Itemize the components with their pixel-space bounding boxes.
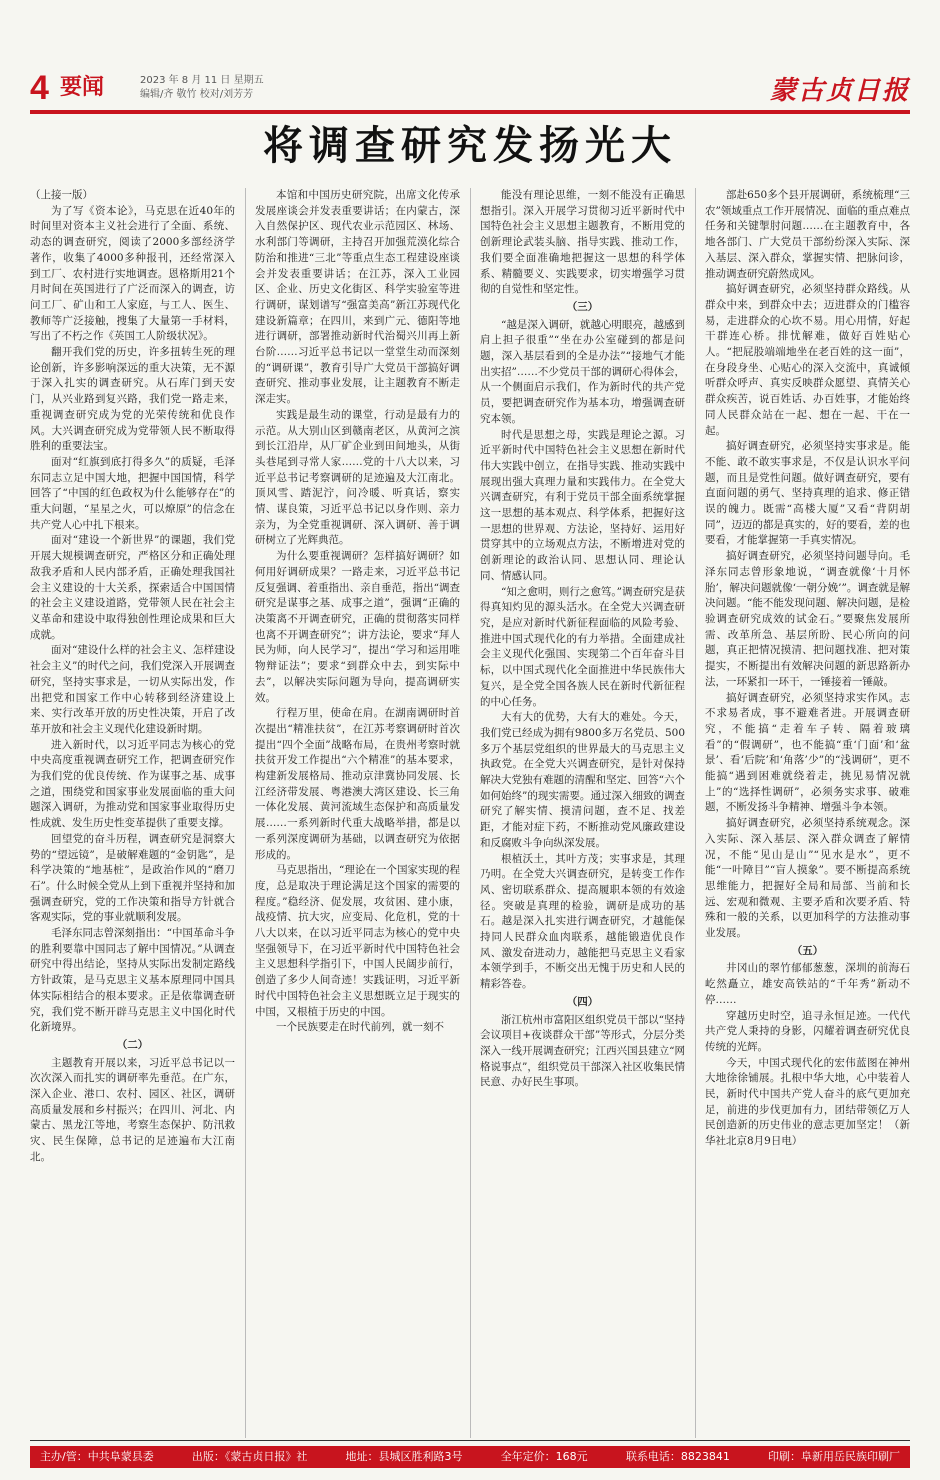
paragraph: “越是深入调研，就越心明眼亮，越感到肩上担子很重”“坐在办公室碰到的都是问题，深入基层看到的全是办法”“接地气才能出实招”……不少党员干部的调研心得体会，从一个侧面启示我们，作为新时代的共产党员，要把调查研究作为基本功，增强调查研究本领。 bbox=[480, 318, 685, 425]
subsection-heading: （三） bbox=[566, 300, 599, 313]
col3b-paragraphs bbox=[480, 318, 685, 993]
column-1 bbox=[30, 188, 235, 1438]
page-header bbox=[30, 68, 910, 110]
paragraph: 部赴650多个县开展调研，系统梳理“三农”领域重点工作开展情况、面临的重点难点任务和关键掣肘问题……在主题教育中，各地各部门、广大党员干部纷纷深入实际、深入基层、深入群众，掌握实情、把脉问诊，推动调查研究蔚然成风。 bbox=[705, 189, 910, 280]
article-title-block bbox=[30, 116, 910, 176]
paragraph: “知之愈明，则行之愈笃。”调查研究是获得真知灼见的源头活水。在全党大兴调查研究，是应对新时代新征程面临的风险考验、推进中国式现代化的有力举措。全面建成社会主义现代化强国、实现第二个百年奋斗目标，以中国式现代化全面推进中华民族伟大复兴，是全党全国各族人民在新时代新征程的中心任务。 bbox=[480, 585, 685, 708]
paragraph: 主题教育开展以来，习近平总书记以一次次深入而扎实的调研率先垂范。在广东，深入企业、港口、农村、园区、社区，调研高质量发展和乡村振兴；在四川、河北、内蒙古、黑龙江等地，考察生态保护、防汛救灾、民生保障，总书记的足迹遍布大江南北。 bbox=[30, 1056, 235, 1163]
column-2 bbox=[255, 188, 460, 1438]
subsection-heading: （五） bbox=[791, 944, 824, 957]
col1-paragraphs bbox=[30, 204, 235, 1036]
footer-publisher: 出版：《蒙古贞日报》社 bbox=[191, 1450, 308, 1463]
paragraph: 搞好调查研究，必须坚持问题导向。毛泽东同志曾形象地说，“调查就像‘十月怀胎’，解决问题就像‘一朝分娩’”。调查就是解决问题。“能不能发现问题、解决问题，是检验调查研究成效的试金石。”要聚焦发展所需、改革所急、基层所盼、民心所向的问题，真正把情况摸清、把问题找准、把对策提实，不断提出有效解决问题的新思路新办法，一环紧扣一环干，一锤接着一锤敲。 bbox=[705, 550, 910, 688]
footer-sponsor: 主办/管：中共阜蒙县委 bbox=[40, 1450, 154, 1463]
paragraph: 搞好调查研究，必须坚持实事求是。能不能、敢不敢实事求是，不仅是认识水平问题，而且是党性问题。做好调查研究，要有直面问题的勇气、坚持真理的追求、修正错误的魄力。既需“高楼大厦”又看“背阴胡同”，迈迈的都是真实的，好的要看，差的也要看，才能掌握第一手真实情况。 bbox=[705, 440, 910, 547]
page-footer bbox=[30, 1446, 910, 1468]
paragraph: 时代是思想之母，实践是理论之源。习近平新时代中国特色社会主义思想在新时代伟大实践中创立，在指导实践、推动实践中展现出强大真理力量和实践伟力。在全党大兴调查研究，有利于党员干部全面系统掌握这一思想的基本观点、科学体系，把握好这一思想的世界观、方法论，坚持好、运用好贯穿其中的立场观点方法，不断增进对党的创新理论的政治认同、思想认同、理论认同、情感认同。 bbox=[480, 428, 685, 582]
footer-rule bbox=[30, 1440, 910, 1441]
masthead-logo: 蒙古贞日报 bbox=[769, 76, 910, 106]
page-number: 4 bbox=[30, 69, 49, 107]
editors: 编辑/齐 敬竹 校对/刘芳芳 bbox=[140, 89, 254, 100]
date: 2023 年 8 月 11 日 星期五 bbox=[140, 75, 264, 86]
col4-paragraphs bbox=[705, 188, 910, 942]
paragraph: 翻开我们党的历史，许多扭转生死的理论创新，许多影响深远的重大决策，无不源于深入扎实的调查研究。从石库门到天安门，从兴业路到复兴路，我们党一路走来，重视调查研究成为党的光荣传统和优良作风。大兴调查研究成为党带领人民不断取得胜利的重要法宝。 bbox=[30, 346, 235, 453]
paragraph: 能没有理论思维，一刻不能没有正确思想指引。深入开展学习贯彻习近平新时代中国特色社会主义思想主题教育，不断用党的创新理论武装头脑、指导实践、推动工作，我们要全面准确地把握这一思想的科学体系、精髓要义、实践要求，切实增强学习贯彻的自觉性和坚定性。 bbox=[480, 189, 685, 296]
column-divider bbox=[695, 188, 696, 1438]
column-4 bbox=[705, 188, 910, 1438]
header-rule bbox=[30, 110, 910, 114]
date-line bbox=[140, 74, 264, 102]
article-title: 将调查研究发扬光大 bbox=[263, 123, 677, 169]
paragraph: 行程万里，使命在肩。在湖南调研时首次提出“精准扶贫”，在江苏考察调研时首次提出“四个全面”战略布局，在贵州考察时就扶贫开发工作提出“六个精准”的基本要求，构建新发展格局、推动京津冀协同发展、长江经济带发展、粤港澳大湾区建设、长三角一体化发展、黄河流域生态保护和高质量发展……一系列新时代重大战略举措，都是以一系列深度调研为基础，以调查研究为依据形成的。 bbox=[255, 707, 460, 861]
paragraph: 实践是最生动的课堂，行动是最有力的示范。从大别山区到赣南老区，从黄河之滨到长江沿岸，从厂矿企业到田间地头，从街头巷尾到寻常人家……党的十八大以来，习近平总书记考察调研的足迹遍及大江南北。顶风雪、踏泥泞，问冷暖、听真话，察实情、谋良策，习近平总书记以身作则、亲力亲为，为全党重视调研、深入调研、善于调研树立了光辉典范。 bbox=[255, 408, 460, 547]
paragraph: 一个民族要走在时代前列，就一刻不 bbox=[276, 1021, 444, 1034]
paragraph: 本馆和中国历史研究院，出席文化传承发展座谈会并发表重要讲话；在内蒙古，深入自然保护区、现代农业示范园区、林场、水利部门等调研，主持召开加强荒漠化综合防治和推进“三北”等重点生态工程建设座谈会并发表重要讲话；在江苏，深入工业园区、企业、历史文化街区、科学实验室等进行调研，谋划谱写“强富美高”新江苏现代化建设新篇章；在四川，来到广元、德阳等地进行调研，部署推动新时代治蜀兴川再上新台阶……习近平总书记以一堂堂生动而深刻的“调研课”，教育引导广大党员干部搞好调查研究、推动事业发展，让主题教育不断走深走实。 bbox=[255, 189, 460, 406]
footer-price: 全年定价：168元 bbox=[500, 1450, 588, 1463]
paragraph: 回望党的奋斗历程，调查研究是洞察大势的“望远镜”，是破解难题的“金钥匙”，是科学决策的“地基桩”，是政治作风的“磨刀石”。什么时候全党从上到下重视并坚持和加强调查研究，党的工作决策和指导方针就合客观实际，党的事业就顺利发展。 bbox=[30, 832, 235, 924]
column-3 bbox=[480, 188, 685, 1438]
paragraph: 搞好调查研究，必须坚持群众路线。从群众中来，到群众中去；迈进群众的门槛容易，走进群众的心坎不易。用心用情，好起干群连心桥。排忧解难，做好百姓贴心人。“把屁股端端地坐在老百姓的这一面”，在身段身坐、心贴心的深入交流中，真诚倾听群众呼声、真实反映群众愿望、真情关心群众疾苦，说百姓话、办百姓事，才能始终同人民群众站在一起、想在一起、干在一起。 bbox=[705, 283, 910, 437]
paragraph: 进入新时代，以习近平同志为核心的党中央高度重视调查研究工作，把调查研究作为我们党的优良传统、作为谋事之基、成事之道，围绕党和国家事业发展面临的重大问题深入调研，为推动党和国家事业取得历史性成就、发生历史性变革提供了重要支撑。 bbox=[30, 738, 235, 830]
paragraph: 大有大的优势，大有大的难处。今天，我们党已经成为拥有9800多万名党员、500多万个基层党组织的世界最大的马克思主义执政党。在全党大兴调查研究，是针对保持解决大党独有难题的清醒和坚定、回答“六个如何始终”的现实需要。通过深入细致的调查研究了解实情、摸清问题，查不足、找差距，才能对症下药，不断推动党风廉政建设和反腐败斗争向纵深发展。 bbox=[480, 711, 685, 849]
continued-marker: （上接一版） bbox=[30, 189, 93, 201]
article-body bbox=[30, 188, 910, 1438]
column-divider bbox=[470, 188, 471, 1438]
paragraph: 面对“建设什么样的社会主义、怎样建设社会主义”的时代之问，我们党深入开展调查研究，坚持实事求是，一切从实际出发，作出把党和国家工作中心转移到经济建设上来、实行改革开放的历史性决策，开启了改革开放和社会主义现代化建设新时期。 bbox=[30, 644, 235, 735]
paragraph: 面对“建设一个新世界”的课题，我们党开展大规模调查研究，严格区分和正确处理敌我矛盾和人民内部矛盾，正确处理我国社会主义建设的十大关系，探索适合中国国情的社会主义建设道路，党带领人民在社会主义革命和建设中取得独创性理论成果和巨大成就。 bbox=[30, 534, 235, 641]
col3-paragraphs bbox=[480, 188, 685, 298]
col4b-paragraphs bbox=[705, 961, 910, 1149]
subsection-heading: （四） bbox=[566, 995, 599, 1008]
column-divider bbox=[245, 188, 246, 1438]
footer-phone: 联系电话：8823841 bbox=[625, 1450, 730, 1463]
paragraph: 浙江杭州市富阳区组织党员干部以“坚持会议项目+夜谈群众干部”等形式，分层分类深入一线开展调查研究；江西兴国县建立“网格说事点”，组织党员干部深入社区收集民情民意、办好民生事项。 bbox=[480, 1013, 685, 1089]
paragraph: 马克思指出，“理论在一个国家实现的程度，总是取决于理论满足这个国家的需要的程度。”稳经济、促发展，攻贫困、建小康，战疫情、抗大灾，应变局、化危机，党的十八大以来，在以习近平同志为核心的党中央坚强领导下，在习近平新时代中国特色社会主义思想科学指引下，中国人民阔步前行，创造了多少人间奇迹！实践证明，习近平新时代中国特色社会主义思想既立足于现实的中国，又根植于历史的中国。 bbox=[255, 864, 460, 1018]
paragraph: 毛泽东同志曾深刻指出：“中国革命斗争的胜利要靠中国同志了解中国情况。”从调查研究中得出结论，坚持从实际出发制定路线方针政策，是马克思主义基本原理同中国具体实际相结合的根本要求。正是依靠调查研究，我们党不断开辟马克思主义中国化时代化新境界。 bbox=[30, 927, 235, 1034]
footer-address: 地址：县城区胜利路3号 bbox=[345, 1450, 463, 1463]
subsection-heading: （二） bbox=[116, 1038, 149, 1051]
paragraph: 搞好调查研究，必须坚持求实作风。志不求易者成，事不避难者进。开展调查研究，不能搞“走着车子转、隔着玻璃看”的“假调研”，也不能搞“重‘门面’和‘盆景’、看‘后院’和‘角落’少”的“浅调研”，更不能搞“遇到困难就绕着走，挑见易情况就上”的“选择性调研”，必须务实求事、破难题，不断发扬斗争精神、增强斗争本领。 bbox=[705, 691, 910, 814]
paragraph: 搞好调查研究，必须坚持系统观念。深入实际、深入基层、深入群众调查了解情况，不能“见山是山”“见水是水”，更不能“一叶障目”“盲人摸象”。要不断提高系统思维能力，把握好全局和局部、当前和长远、宏观和微观、主要矛盾和次要矛盾、特殊和一般的关系，以更加科学的方法推动事业发展。 bbox=[705, 817, 910, 940]
footer-printer: 印刷：阜新用岳民族印刷厂 bbox=[768, 1450, 900, 1463]
paragraph: 穿越历史时空，追寻永恒足迹。一代代共产党人秉持的身影，闪耀着调查研究优良传统的光辉。 bbox=[705, 1009, 910, 1053]
col3c-paragraphs bbox=[480, 1013, 685, 1092]
col1b-paragraphs bbox=[30, 1056, 235, 1166]
paragraph: 为了写《资本论》，马克思在近40年的时间里对资本主义社会进行了全面、系统、动态的调查研究，阅读了2000多部经济学著作，收集了4000多种报刊，还经常深入到工厂、农村进行实地调查。恩格斯用21个月时间在英国进行了广泛而深入的调查，访问工厂、矿山和工人家庭，与工人、医生、教师等广泛接触，搜集了大量第一手材料，写出了不朽之作《英国工人阶级状况》。 bbox=[30, 204, 235, 343]
paragraph: 面对“红旗到底打得多久”的质疑，毛泽东同志立足中国大地，把握中国国情，科学回答了“中国的红色政权为什么能够存在”的重大问题，“星星之火，可以燎原”的信念在共产党人心中扎下根来。 bbox=[30, 455, 235, 531]
col2-paragraphs bbox=[255, 188, 460, 1036]
paragraph: 根植沃土，其叶方茂；实事求是，其理乃明。在全党大兴调查研究，是转变工作作风、密切联系群众、提高履职本领的有效途径。突破是真理的检验，调研是成功的基石。越是深入扎实进行调查研究，才越能保持同人民群众血肉联系，越能锻造优良作风、激发奋进动力，越能把马克思主义看家本领学到手，不断交出无愧于历史和人民的精彩答卷。 bbox=[480, 852, 685, 991]
paragraph: 今天，中国式现代化的宏伟蓝图在神州大地徐徐铺展。扎根中华大地，心中装着人民，新时代中国共产党人奋斗的底气更加充足，前进的步伐更加有力，团结带领亿万人民创造新的历史伟业的意志更加坚定！（新华社北京8月9日电） bbox=[705, 1056, 910, 1148]
paragraph: 为什么要重视调研？怎样搞好调研？如何用好调研成果？一路走来，习近平总书记反复强调、着重指出、亲自垂范，指出“调查研究是谋事之基、成事之道”，强调“正确的决策离不开调查研究，正确的贯彻落实同样也离不开调查研究”；讲方法论，要求“拜人民为师，向人民学习”，提出“学习和运用唯物辩证法”；要求“到群众中去，到实际中去”，以解决实际问题为导向，提高调研实效。 bbox=[255, 550, 460, 704]
section-name: 要闻 bbox=[60, 75, 105, 100]
paragraph: 井冈山的翠竹郁郁葱葱，深圳的前海石屹然矗立，雄安高铁站的“千年秀”新动不停…… bbox=[705, 962, 910, 1006]
